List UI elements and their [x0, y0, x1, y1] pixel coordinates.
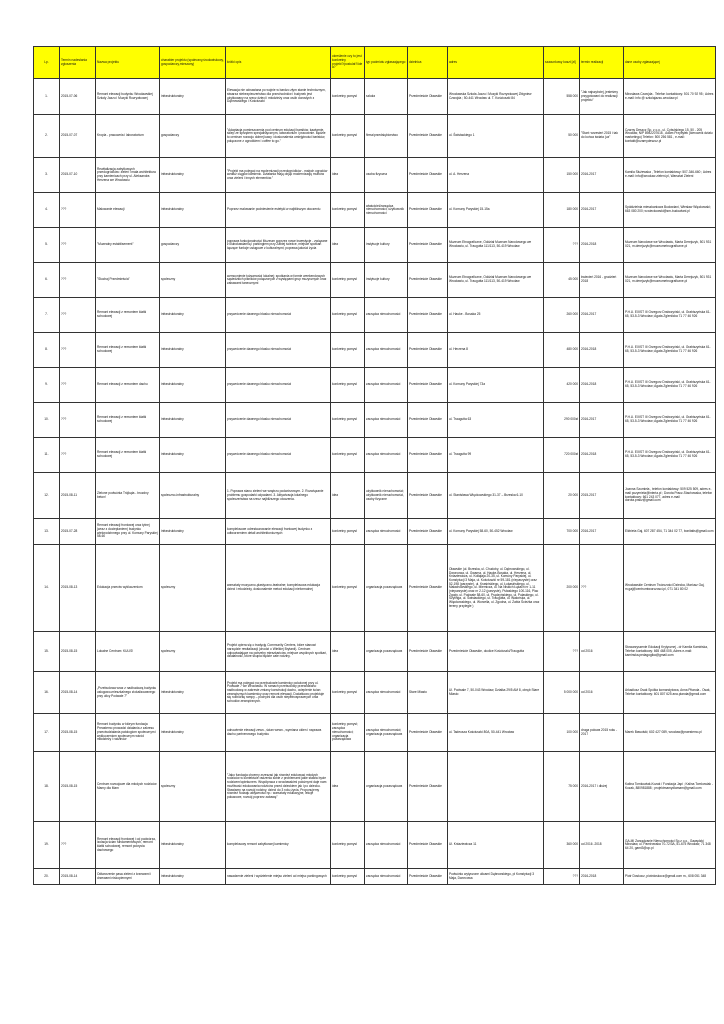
row-number: 12. — [34, 473, 60, 519]
project-name: Remont budynku w którym fundacja Preastemo prowadzi działania z zakresu przeciwdziałania patologiom społecznym i wykluczeniom społecznym wśród młodzieży i rodzinów — [96, 714, 160, 752]
submission-date: ??? — [60, 228, 96, 263]
project-character: społeczny — [160, 632, 226, 672]
submitter-type: firma/przedsiębiorstwo — [365, 115, 408, 158]
address: Muzeum Etnograficzne, Oddział Muzeum Narodowego we Wrocławiu, ul. Traugutta 111/113, 50-419 Wrocław — [448, 263, 544, 298]
submission-date: ??? — [60, 438, 96, 473]
submitter-type: zarządca nieruchomości; organizacja pozarządowa — [365, 714, 408, 752]
short-description: 1. Poprawa stanu zieleni we wnętrzu podwórzowym. 2. Rozwiązanie problemu gospodarki odpadami. 3. Aktywizacja lokalnego społeczeństwa na rzecz najbliższego otoczenia. — [226, 473, 331, 519]
row-number: 18. — [34, 752, 60, 822]
submission-date: ??? — [60, 193, 96, 228]
submission-date: ??? — [60, 368, 96, 403]
column-header: określenie czy to jest konkretny projekt?/postulat?/idea? — [331, 47, 365, 79]
submitter-contact: Stowarzyszenie Edukacji Krytycznej - dr Kamila Kamińska, Telefon kontaktowy: 665 468 005, Adres e-mail: kaminska.pedagogika@gmail.com — [624, 632, 716, 672]
project-type: konkretny pomysł — [331, 672, 365, 714]
address: ul. Świstackiego 1 — [448, 115, 544, 158]
table-row — [34, 869, 716, 885]
implementation-term: 2016-2017 — [580, 519, 624, 545]
spreadsheet-page — [33, 46, 715, 885]
short-description: kompleksowe odrestaurowanie elewacji frontowej budynku z odtworzeniem detali architektonicznych — [226, 519, 331, 545]
row-number: 8. — [34, 333, 60, 368]
column-header: dzielnica — [408, 47, 448, 79]
row-number: 9. — [34, 368, 60, 403]
project-type: konkretny pomysł — [331, 519, 365, 545]
table-row — [34, 632, 716, 672]
estimated-cost: 75 000 — [544, 752, 580, 822]
short-description: wzmocnienie tożsamości lokalnej; spotkania w formie weekendowych sąsiedzkich pikników połączonych z występami grup muzycznych oraz zabawami tanecznymi — [226, 263, 331, 298]
column-header: Nazwa projektu — [96, 47, 160, 79]
district: Przedmieście Oławskie — [408, 752, 448, 822]
project-type: idea — [331, 752, 365, 822]
district: Przedmieście Oławskie — [408, 193, 448, 228]
table-row — [34, 79, 716, 115]
estimated-cost: 5 000 000 — [544, 672, 580, 714]
district: Przedmieście Oławskie — [408, 403, 448, 438]
submission-date: 2015-07-10 — [60, 158, 96, 193]
table-row — [34, 822, 716, 869]
district: Przedmieście Oławskie — [408, 822, 448, 869]
short-description: Projekt opiera się o tradycję Community Centers, które stanowi narzędzie rewitalizacji (chodzi o Wielkiej Brytanii). Centrum odpowiadające na potrzeby mieszkańców, miejsce wspólnych spotkań, działalność, które skupia będzie całe rodziny. — [226, 632, 331, 672]
project-character: infrastrukturalny — [160, 333, 226, 368]
project-type: konkretny pomysł — [331, 193, 365, 228]
project-name: Kropla - pracownia i laboratorium — [96, 115, 160, 158]
table-row — [34, 752, 716, 822]
row-number: 14. — [34, 545, 60, 632]
short-description: Poprzez malowanie podniesienie estetyki w najbliższym otoczeniu — [226, 193, 331, 228]
implementation-term: 2016-2018 — [580, 438, 624, 473]
row-number: 3. — [34, 158, 60, 193]
submission-date: ??? — [60, 298, 96, 333]
district: Przedmieście Oławskie — [408, 79, 448, 115]
estimated-cost: 180 000 — [544, 193, 580, 228]
district: Przedmieście Oławskie — [408, 519, 448, 545]
submission-date: ??? — [60, 822, 96, 869]
column-header: termin realizacji — [580, 47, 624, 79]
table-row — [34, 545, 716, 632]
project-type: konkretny pomysł — [331, 822, 365, 869]
implementation-term: 2016-2017 — [580, 158, 624, 193]
project-character: infrastrukturalny — [160, 714, 226, 752]
row-number: 10. — [34, 403, 60, 438]
table-row — [34, 403, 716, 438]
project-type: konkretny pomysł — [331, 298, 365, 333]
project-name: Rewitalizacja zabytkowych przedogródków: zieleń i mała architektura przy kamienicach przy ul. Aleksandra Herzena we Wrocławiu — [96, 158, 160, 193]
district: Przedmieście Oławskie — [408, 869, 448, 885]
short-description: przywrócenie dawnego blasku nieruchomości — [226, 298, 331, 333]
implementation-term: 2016-2018 — [580, 368, 624, 403]
project-character: infrastrukturalny — [160, 672, 226, 714]
row-number: 13. — [34, 519, 60, 545]
implementation-term: "Jak najszybciej, jesteśmy przygotowani do realizacji projektu" — [580, 79, 624, 115]
project-character: infrastrukturalny — [160, 158, 226, 193]
implementation-term: 2016-2017 — [580, 298, 624, 333]
table-row — [34, 368, 716, 403]
estimated-cost: 50 000 — [544, 115, 580, 158]
short-description: kompleksowy remont zabytkowej kamienicy — [226, 822, 331, 869]
short-description: warsztaty muzyczno-plastyczno-teatralne; kompleksowa edukacja dzieci i młodzieży, doskonalenie metod edukacji nieformalnej — [226, 545, 331, 632]
estimated-cost: 720 000zł — [544, 438, 580, 473]
submission-date: 2015-08-14 — [60, 869, 96, 885]
implementation-term: 2016-2018 — [580, 333, 624, 368]
implementation-term: 2015-2017 — [580, 473, 624, 519]
submission-date: ??? — [60, 403, 96, 438]
table-row — [34, 158, 716, 193]
submission-date: 2015-08-14 — [60, 672, 96, 714]
district: Przedmieście Oławskie — [408, 473, 448, 519]
project-type: idea — [331, 473, 365, 519]
address: ul. Hauke - Bosaka 25 — [448, 298, 544, 333]
submitter-type: instytucje kultury — [365, 228, 408, 263]
submitter-type: użytkownik nieruchomości; użytkownik nieruchomości, osoby fizyczne — [365, 473, 408, 519]
estimated-cost: 700 000 — [544, 519, 580, 545]
project-name: Remont elewacji z remontem klatki schodowej — [96, 403, 160, 438]
implementation-term: 2016-2017 i dłużej — [580, 752, 624, 822]
short-description: poprawa funkcjonalności Muzeum poprzez nowe inwestycje - związane z klubokawiarnią i parkingiem przy Żabiej ścieżce, miejsce spotkań łączące funkcje usługowe z kulturalnymi; poprawa jakości życia — [226, 228, 331, 263]
submitter-type: zarządca nieruchomości — [365, 333, 408, 368]
address: ul. Tadeusza Kościuszki 80A, 50-441 Wrocław — [448, 714, 544, 752]
submitter-type: zarządca nieruchomości — [365, 438, 408, 473]
submitter-type: organizacja pozarządowa — [365, 545, 408, 632]
estimated-cost: 480 000 — [544, 333, 580, 368]
implementation-term: od 2016 — [580, 672, 624, 714]
project-type: konkretny pomysł — [331, 263, 365, 298]
column-header: szacunkowy koszt [zł] — [544, 47, 580, 79]
district: Przedmieście Oławskie — [408, 632, 448, 672]
submitter-contact: P.H.U. EXIST III Grzegorz Drabczyński, ul. Grabiszyńska 61-65, 53-5-3 Wrocław; Agata Zgleniicka 71 77 46 926 — [624, 438, 716, 473]
submitter-contact: Muzeum Narodowe we Wrocławiu, Marta Derejczyk, 501 931 021, m.derejczyk@muzeumetnograficzne.pl — [624, 228, 716, 263]
submitter-contact: P.H.U. EXIST III Grzegorz Drabczyński, ul. Grabiszyńska 61-65, 53-5-3 Wrocław; Agata Zgleniicka 71 77 46 926 — [624, 403, 716, 438]
submitter-type: zarządca nieruchomości — [365, 869, 408, 885]
submitter-contact: Marek Bawolski; 602 427 089, wroclaw@praestemo.pl — [624, 714, 716, 752]
submission-date: 2015-08-15 — [60, 632, 96, 672]
submission-date: 2015-08-15 — [60, 752, 96, 822]
address: ul. Komuny Paryskiej 73a — [448, 368, 544, 403]
submitter-contact: P.H.U. EXIST III Grzegorz Drabczyński, ul. Grabiszyńska 61-65, 53-5-3 Wrocław; Agata Zgleniicka 71 77 46 926 — [624, 368, 716, 403]
project-type: konkretny pomysł — [331, 545, 365, 632]
estimated-cost: 45 000 — [544, 263, 580, 298]
address: ul. Komuny Paryskiej 15-15a — [448, 193, 544, 228]
submission-date: ??? — [60, 333, 96, 368]
district: Przedmieście Oławskie — [408, 545, 448, 632]
submitter-contact: Mirosława Czwojda . Telefon kontaktowy: 501 70 92 95 ; Adres e-mail: info @ szkolajazzu.wroclaw.pl — [624, 79, 716, 115]
estimated-cost: 100 000 — [544, 714, 580, 752]
table-row — [34, 333, 716, 368]
project-name: Edukacja przeciw wykluczeniom — [96, 545, 160, 632]
submitter-type: zarządca nieruchomości — [365, 298, 408, 333]
submitter-contact: Wrocławskie Centrum Twórczości Dziecka, Mariusz Gaj, m.gaj@centrumtworczosci.pl, 071 341 80 02 — [624, 545, 716, 632]
submission-date: 2015-08-13 — [60, 545, 96, 632]
submitter-contact: Piotr Doskocz, piotrdoskocz@gmail.com m., 608 051 348 — [624, 869, 716, 885]
row-number: 11. — [34, 438, 60, 473]
submitter-contact: Arkadiusz Osak Spółka komandytowa, Anna Pitanda - Osak, Telefon kontaktowy: 601 807 625 ana.planda@gmail.com — [624, 672, 716, 714]
estimated-cost: ??? — [544, 228, 580, 263]
row-number: 19. — [34, 822, 60, 869]
project-type: konkretny pomysł — [331, 368, 365, 403]
short-description: "Adaptacja pomieszczenia pod centrum edukacji barsitów, kawiarnie, sklep ze sprzętem specjalistycznym, laboratorium i pracownie. Będzie to centrum rozwoju dobrej kawy i doskonalenia umiejętności baristów, połączone z ogrodkiem i coffee to go." — [226, 115, 331, 158]
implementation-term: od 2016 — [580, 632, 624, 672]
column-header: krótki opis — [226, 47, 331, 79]
submitter-type: instytucje kultury — [365, 263, 408, 298]
table-row — [34, 519, 716, 545]
project-type: konkretny pomysł — [331, 115, 365, 158]
row-number: 4. — [34, 193, 60, 228]
address: Muzeum Etnograficzne, Oddział Muzeum Narodowego we Wrocławiu, ul. Traugutta 111/113, 50-419 Wrocław — [448, 228, 544, 263]
project-character: społeczno-infrastrukturalny — [160, 473, 226, 519]
row-number: 2. — [34, 115, 60, 158]
column-header: Lp. — [34, 47, 60, 79]
row-number: 20. — [34, 869, 60, 885]
estimated-cost: 20 000 — [544, 473, 580, 519]
table-row — [34, 228, 716, 263]
short-description: przywrócenie dawnego blasku nieruchomości — [226, 403, 331, 438]
implementation-term: 2016-2018 — [580, 869, 624, 885]
row-number: 5. — [34, 228, 60, 263]
project-character: społeczny — [160, 545, 226, 632]
submission-date: 2015-07-07 — [60, 115, 96, 158]
short-description: nasadzenie zieleni i wydzielenie miejsc zieleni od miejsc parkingowych — [226, 869, 331, 885]
table-row — [34, 193, 716, 228]
short-description: Elewacja nie odnawiana po wojnie w bardzo złym stanie technicznym, stwarza niebezpieczeństwo dla przechodniów i budynek jest użytkowany na rzecz dzieci i młodzieży oraz osób dorosłych z Dąbrowskiego i Kościuszki — [226, 79, 331, 115]
address: Podwórko wytyczone ulicami Dąbrowskiego, pl Konstytucji 3 Maja, Dworcowa — [448, 869, 544, 885]
project-character: infrastrukturalny — [160, 79, 226, 115]
submitter-contact: Elżbieta Gaj, 607 287 454, 71 344 02 77, bonitatis@gmail.com — [624, 519, 716, 545]
project-character: społeczny — [160, 752, 226, 822]
address: Przedmieście Oławskie, okolice Kościuszki/Traugutta — [448, 632, 544, 672]
estimated-cost: 200 000 — [544, 545, 580, 632]
project-character: infrastrukturalny — [160, 869, 226, 885]
implementation-term: 2016-2018 — [580, 228, 624, 263]
project-name: Lokalne Centrum: KULIS! — [96, 632, 160, 672]
project-type: idea — [331, 632, 365, 672]
project-name: Remont elewacji z remontem klatki schodowej — [96, 438, 160, 473]
project-type: konkretny pomysł — [331, 438, 365, 473]
table-row — [34, 438, 716, 473]
submission-date: 2015-07-28 — [60, 519, 96, 545]
submitter-contact: Muzeum Narodowe we Wrocławiu, Marta Derejczyk, 501 931 021, m.derejczyk@muzeumetnograficzne.pl — [624, 263, 716, 298]
estimated-cost: 360 000 — [544, 822, 580, 869]
project-character: społeczny — [160, 263, 226, 298]
table-body — [34, 79, 716, 885]
implementation-term: "Start: wrzesień 2015 i tak do końca świata (uz" — [580, 115, 624, 158]
district: Przedmieście Oławskie — [408, 158, 448, 193]
short-description: odnowienie elewacji zewn., ścian wewn., wymiana okien i naprawa dachu partnerowego budynku — [226, 714, 331, 752]
short-description: "Projekt ma polegać na modernizacji przedogródków - małych ogrodów wzdłuż ciągów kamienic. Działania mają objąć modernizację murków oraz zieleni i innych elementów." — [226, 158, 331, 193]
estimated-cost: 260 000 — [544, 298, 580, 333]
submitter-type: zarządca nieruchomości — [365, 822, 408, 869]
column-header: typ podmiotu zgłaszającego — [365, 47, 408, 79]
submitter-contact: P.H.U. EXIST III Grzegorz Drabczyński, ul. Grabiszyńska 61-65, 53-5-3 Wrocław; Agata Zgleniicka 71 77 46 926 — [624, 333, 716, 368]
project-type: idea — [331, 228, 365, 263]
address: ul. Herzena 8 — [448, 333, 544, 368]
project-name: Remont elewacji z remontem klatki schodowej — [96, 298, 160, 333]
submitter-contact: Joanna Szumiela , telefon kontaktowy: 509 525 509, adres e-mail pozymiela@interia.pl ; Dorota Pracz-Stachowska, telefon kontaktowy: 661 243 077, adres e-mail dorota.pracz@gmail.com — [624, 473, 716, 519]
address: Ul. Podwale 7, 50-043 Wrocław, Działka 29/5 AM 8, obręb Stare Miasto — [448, 672, 544, 714]
project-name: Remont elewacji frontowej i od podwórza, izolacja ścian fundamentowych, remont klatki schodowej, remont pokrycia dachowego — [96, 822, 160, 869]
district: Przedmieście Oławskie — [408, 263, 448, 298]
project-character: infrastrukturalny — [160, 298, 226, 333]
estimated-cost: 420 000 — [544, 368, 580, 403]
submission-date: 2015-08-15 — [60, 714, 96, 752]
submitter-type: zarządca nieruchomości — [365, 672, 408, 714]
project-character: gospodarczy — [160, 115, 226, 158]
implementation-term: druga połowa 2015 roku - 2017 — [580, 714, 624, 752]
project-name: Remont elewacji z remontem klatki schodowej — [96, 333, 160, 368]
submitter-contact: Spółdzielnia mieszkaniowa Budowlani, Wiesław Więckowski; 663 080 200; w.wieckowski@sm-budowlani.pl — [624, 193, 716, 228]
project-name: "Słuchaj Przedmieścia" — [96, 263, 160, 298]
address: ul. Stanisława Więckowskiego 31-37 – Brzeska 6-10 — [448, 473, 544, 519]
project-name: "Muzealny establisement" — [96, 228, 160, 263]
project-name: Odtworzenie pasa zieleni z krzewami i drzewami niskopiennymi — [96, 869, 160, 885]
address: Oławskie (ul. Brzeska, ul. Chudoby, ul. Dąbrowskiego, ul. Dworcowa, ul. Gwarna, ul. Hauke-Bosaka, ul. Herzena, ul. Kniaziewicza, ul. Kołłątaja 20-35, ul. Komuny Paryskiej, ul. Konstytucji 3 Maja, ul. Kościuszki nr 59-181 (nieparzyste) oraz 52-198 (parzyste), ul. Krasińskiego, ul. Łukasińskiego, ul. Małachowskiego, ul. Miernicza, ul. Na Niskich Łąkach nr 1-11 (nieparzyste) oraz nr 2-12 (parzyste), Pułaskiego 100-116, Plac Zgody, ul. Podwale 58-60, ul. Prądzyńskiego, ul. Pułaskiego, ul. Szylinga, ul. Świstackiego, ul. Traugutta, ul. Walońska, ul. Więckowskiego, ul. Worcella, ul. Zgodna, ul. Żabia Ścieżka oraz tereny przyległe ) — [448, 545, 544, 632]
implementation-term: od 2016 -2018 — [580, 822, 624, 869]
project-character: infrastrukturalny — [160, 822, 226, 869]
submission-date: 2015-07-06 — [60, 79, 96, 115]
short-description: przywrócenie dawnego blasku nieruchomości — [226, 368, 331, 403]
project-name: Remont elewacji budynku Wrocławskiej Szkoły Jazzu i Muzyki Rozrywkowej — [96, 79, 160, 115]
address: ul. Traugutta 63 — [448, 403, 544, 438]
row-number: 17. — [34, 714, 60, 752]
projects-table — [33, 46, 716, 885]
project-character: infrastrukturalny — [160, 438, 226, 473]
address: ul. Komuny Paryskiej 58-60, 50-452 Wrocław — [448, 519, 544, 545]
district: Przedmieście Oławskie — [408, 714, 448, 752]
submission-date: ??? — [60, 263, 96, 298]
project-type: idea — [331, 158, 365, 193]
implementation-term: kwiecień 2016 - grudzień 2018 — [580, 263, 624, 298]
implementation-term: ??? — [580, 545, 624, 632]
implementation-term: 2016-2017 — [580, 193, 624, 228]
submitter-contact: GA-MI Zarządzanie Nieruchomości Sp.z o.o., Gawędzki Mirosław, ul. Pamirowska 70-72/3A, 51-675 Wrocław, 71 348 64 20, gami3@op.pl — [624, 822, 716, 869]
row-number: 15. — [34, 632, 60, 672]
submitter-contact: P.H.U. EXIST III Grzegorz Drabczyński, ul. Grabiszyńska 61-65, 53-5-3 Wrocław; Agata Zgleniicka 71 77 46 926 — [624, 298, 716, 333]
estimated-cost: ??? — [544, 632, 580, 672]
submitter-type: osoba fizyczna — [365, 158, 408, 193]
address — [448, 752, 544, 822]
column-header: charakter projektu (społeczny,środowiskowy, gospodarczy,mieszany) — [160, 47, 226, 79]
estimated-cost: 290 000zł — [544, 403, 580, 438]
column-header: dane osoby zgłaszającej — [624, 47, 716, 79]
district: Przedmieście Oławskie — [408, 228, 448, 263]
project-character: infrastrukturalny — [160, 193, 226, 228]
address: ul. Traugutta 99 — [448, 438, 544, 473]
project-character: infrastrukturalny — [160, 368, 226, 403]
district: Przedmieście Oławskie — [408, 333, 448, 368]
column-header: Termin nadesłania zgłoszenia — [60, 47, 96, 79]
submitter-type: organizacja pozarządowa — [365, 752, 408, 822]
address: Ul. Kniaziewicza 11 — [448, 822, 544, 869]
table-row — [34, 263, 716, 298]
table-row — [34, 298, 716, 333]
district: Przedmieście Oławskie — [408, 368, 448, 403]
project-name: Centrum rozwojowe dla młodych rodziców Mamy dla Mam — [96, 752, 160, 822]
estimated-cost: 558 000 — [544, 79, 580, 115]
submitter-type: zarządca nieruchomości — [365, 368, 408, 403]
district: Stare Miasto — [408, 672, 448, 714]
header-row — [34, 47, 716, 79]
project-type: konkretny pomysł — [331, 79, 365, 115]
short-description: Projekt ma polegać na przebudowie kamienicy położonej przy ul. Podwale 7 we Wrocławiu. W ramach przebudowy przewidziano nadbudowę w zakresie zmiany konstrukcji dachu, ocieplenie ścian zewnętrznych kamienicy oraz remont elewacji. Dodatkowo projektuje się rozbiórkę rampy – pochylni dla osób niepełnosprawnych oraz schodów zewnętrznych. — [226, 672, 331, 714]
project-type: konkretny pomysł — [331, 333, 365, 368]
project-name: „Przebudowa wraz z nadbudową budynku usługowo-mieszkalnego zlokalizowanego przy ulicy Podwale 7" — [96, 672, 160, 714]
address: ul. A. Herzena — [448, 158, 544, 193]
submitter-type: właściciel/zarządca nieruchomości; użytkownik nieruchomości — [365, 193, 408, 228]
submitter-type: organizacja pozarządowa — [365, 632, 408, 672]
submitter-type: zarządca nieruchomości — [365, 519, 408, 545]
project-type: konkretny pomysł — [331, 403, 365, 438]
row-number: 6. — [34, 263, 60, 298]
project-name: Zielone podwórka Trójkąta - bruzdny beton! — [96, 473, 160, 519]
implementation-term: 2016-2017 — [580, 403, 624, 438]
submitter-contact: Kalina Tomkowiak-Kozak / Fundacja Japi ; Kalina Tomkowiak - Kozak, 880981888 ; projektmamydlamam@gmail.com — [624, 752, 716, 822]
submitter-type: szkoła — [365, 79, 408, 115]
short-description: "Jako fundacja chcemy zrzeszać jak również edukować młodych rodziców w kontekście radzenia sobie z problemami jakie stawia bycie rodzicem/opiekunem. Współpraca z wrocławskimi położnymi daje nam możliwość edukowania rodziców przed dzieckiem jak i po dziecku. Stawiamy na rozwój rodziny, dzieci do 3 roku życia. Proponujemy również rodzaju aktywności np.: warsztaty edukacyjne, lekcje pokazowe, rozwój poprzez zabawę" — [226, 752, 331, 822]
column-header: adres — [448, 47, 544, 79]
short-description: przywrócenie dawnego blasku nieruchomości — [226, 438, 331, 473]
table-row — [34, 473, 716, 519]
submission-date: 2015-08-11 — [60, 473, 96, 519]
district: Przedmieście Oławskie — [408, 298, 448, 333]
project-character: infrastrukturalny — [160, 519, 226, 545]
project-character: gospodarczy — [160, 228, 226, 263]
table-row — [34, 115, 716, 158]
project-type: konkretny pomysł — [331, 869, 365, 885]
row-number: 7. — [34, 298, 60, 333]
submitter-type: zarządca nieruchomości — [365, 403, 408, 438]
row-number: 16. — [34, 672, 60, 714]
row-number: 1. — [34, 79, 60, 115]
table-row — [34, 714, 716, 752]
district: Przedmieście Oławskie — [408, 115, 448, 158]
project-name: Malowanie elewacji — [96, 193, 160, 228]
project-name: Remont elewacji frontowej oraz tylnej (wraz z docieplaniem) budynku wielorodzinnego przy ul. Komuny Paryskiej 58-60 — [96, 519, 160, 545]
estimated-cost: ??? — [544, 869, 580, 885]
table-row — [34, 672, 716, 714]
estimated-cost: 150 000 — [544, 158, 580, 193]
district: Przedmieście Oławskie — [408, 438, 448, 473]
submitter-contact: Czarny Deszcz Sp. z o.o., ul. Cybulskiego 15, 50 - 205 Wrocław, NIP 8982207616 , Adam Przybyłek (kierownik działu marketingu) Telefon: 500 256 581 , e-mail: kontakt@czarnydeszcz.pl — [624, 115, 716, 158]
project-character: infrastrukturalny — [160, 403, 226, 438]
short-description: przywrócenie dawnego blasku nieruchomości — [226, 333, 331, 368]
address: Wrocławska Szkoła Jazzu i Muzyki Rozrywkowej Zbigniew Czwojda ; 50-441 Wrocław ul. T. Kościuszki 84 — [448, 79, 544, 115]
submitter-contact: Kamila Służewska , Telefon kontaktowy: 507-346-660 ; Adres e-mail: info@wroclaw-zieleni.pl, Warsztat Zieleni — [624, 158, 716, 193]
project-type: konkretny pomysł; zarządca nieruchomości; organizacja pozarządowa — [331, 714, 365, 752]
project-name: Remont elewacji z remontem dachu — [96, 368, 160, 403]
